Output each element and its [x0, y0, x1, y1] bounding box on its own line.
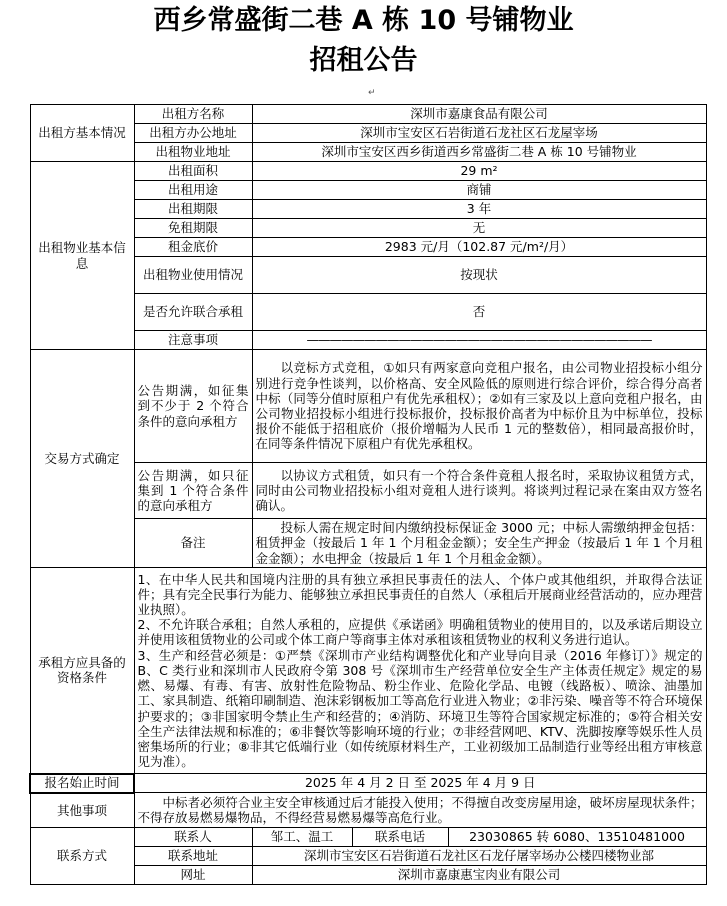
contact-section-label: 联系方式	[30, 828, 134, 885]
notice-title-line2: 招租公告	[309, 45, 418, 76]
contact-address-label: 联系地址	[134, 847, 252, 866]
base-rent-value: 2983 元/月（102.87 元/m²/月）	[252, 238, 706, 257]
case1-text: 以竞标方式竞租，①如只有两家意向竞租户报名，由公司物业招投标小组分别进行竞争性谈判，以价格高、安全风险低的原则进行综合评价，综合得分高者中标（同等分值时原租户有优先承租权）；②如有三家及以上意向竞租户报名，由公司物业招投标小组进行投标报价，投标报价高者为中标价且为中标单位，投标报价不能低于招租底价（报价增幅为人民币 1 元的整数倍），相同最高报价时，在同等条件情况下原租户有优先承租权。	[252, 350, 706, 463]
remarks-label: 备注	[134, 519, 252, 568]
qualification-text	[134, 568, 706, 774]
rent-free-value: 无	[252, 219, 706, 238]
contact-person-value: 邹工、温工	[252, 828, 352, 847]
base-rent-label: 租金底价	[134, 238, 252, 257]
remarks-text: 投标人需在规定时间内缴纳投标保证金 3000 元；中标人需缴纳押金包括：租赁押金（按最后 1 年 1 个月租金金额）；安全生产押金（按最后 1 年 1 个月租金金额）；水电押金（按最后 1 年 1 个月租金金额）。	[252, 519, 706, 568]
usage-status-value: 按现状	[252, 257, 706, 294]
area-value: 29 m²	[252, 162, 706, 181]
qualification-item-2: 2、不允许联合承租；自然人承租的，应提供《承诺函》明确租赁物业的使用目的，以及承诺后期设立并使用该租赁物业的公司或个体工商户等商事主体对承租该租赁物业的权利义务进行追认。	[137, 617, 703, 648]
property-address-value: 深圳市宝安区西乡街道西乡常盛街二巷 A 栋 10 号铺物业	[252, 143, 706, 162]
website-label: 网址	[134, 866, 252, 885]
transaction-section-label: 交易方式确定	[30, 350, 134, 568]
case1-label: 公告期满，如征集到不少于 2 个符合条件的意向承租方	[134, 350, 252, 463]
qualification-section-label: 承租方应具备的资格条件	[30, 568, 134, 774]
term-value: 3 年	[252, 200, 706, 219]
notes-value: ——————————————————————————————	[252, 331, 706, 350]
case2-text: 以协议方式租赁，如只有一个符合条件竟租人报名时，采取协议租赁方式，同时由公司物业招投标小组对竟租人进行谈判。将谈判过程记录在案由双方签名确认。	[252, 463, 706, 519]
notes-label: 注意事项	[134, 331, 252, 350]
joint-lease-value: 否	[252, 294, 706, 331]
other-matters-label: 其他事项	[30, 793, 134, 828]
paragraph-mark-icon: ↵	[368, 88, 376, 98]
deadline-value: 2025 年 4 月 2 日 至 2025 年 4 月 9 日	[134, 774, 706, 793]
notice-title-line1: 西乡常盛街二巷 A 栋 10 号铺物业	[153, 5, 574, 36]
term-label: 出租期限	[134, 200, 252, 219]
rent-free-label: 免租期限	[134, 219, 252, 238]
lessor-name-value: 深圳市嘉康食品有限公司	[252, 105, 706, 124]
case2-label: 公告期满，如只征集到 1 个符合条件的意向承租方	[134, 463, 252, 519]
other-matters-value: 中标者必须符合业主安全审核通过后才能投入使用；不得擅自改变房屋用途，破坏房屋现状条件；不得存放易燃易爆物品，不得经营易燃易爆等高危行业。	[134, 793, 706, 828]
contact-address-value: 深圳市宝安区石岩街道石龙社区石龙仔屠宰场办公楼四楼物业部	[252, 847, 706, 866]
contact-phone-value: 23030865 转 6080、13510481000	[448, 828, 706, 847]
property-address-label: 出租物业地址	[134, 143, 252, 162]
qualification-item-3: 3、生产和经营必须是：①严禁《深圳市产业结构调整优化和产业导向目录（2016 年修订）》规定的 B、C 类行业和深圳市人民政府令第 308 号《深圳市生产经营单位安全生产主体责任规定》规定的易燃、易爆、有毒、有害、放射性危险物品、粉尘作业、危险化学品、电镀（线路板）、喷涂、油墨加工、家具制造、纸箱印刷制造、泡沫彩钢板加工等高危行业进入物业；②非污染、噪音等不符合环境保护要求的；③非国家明令禁止生产和经营的；④消防、环境卫生等符合国家规定标准的；⑤符合相关安全生产法律法规和标准的；⑥非餐饮等影响环境的行业；⑦非经营网吧、KTV、洗脚按摩等娱乐性人员密集场所的行业；⑧非其它低端行业（如传统原材料生产，工业初级加工品制造行业等经出租方审核意见为准）。	[137, 647, 703, 770]
lessor-section-label: 出租方基本情况	[30, 105, 134, 162]
usage-label: 出租用途	[134, 181, 252, 200]
lessor-office-value: 深圳市宝安区石岩街道石龙社区石龙屋宰场	[252, 124, 706, 143]
property-section-label: 出租物业基本信息	[30, 162, 134, 350]
contact-person-label: 联系人	[134, 828, 252, 847]
notice-table	[29, 104, 707, 885]
lessor-office-label: 出租方办公地址	[134, 124, 252, 143]
usage-value: 商铺	[252, 181, 706, 200]
joint-lease-label: 是否允许联合承租	[134, 294, 252, 331]
usage-status-label: 出租物业使用情况	[134, 257, 252, 294]
qualification-item-1: 1、在中华人民共和国境内注册的具有独立承担民事责任的法人、个体户或其他组织，并取得合法证件；具有完全民事行为能力、能够独立承担民事责任的自然人（承租后开展商业经营活动的，应办理营业执照）。	[137, 571, 703, 618]
contact-phone-label: 联系电话	[352, 828, 448, 847]
website-value[interactable]: 深圳市嘉康惠宝肉业有限公司	[252, 866, 706, 885]
deadline-label: 报名始止时间	[30, 774, 134, 793]
lessor-name-label: 出租方名称	[134, 105, 252, 124]
area-label: 出租面积	[134, 162, 252, 181]
